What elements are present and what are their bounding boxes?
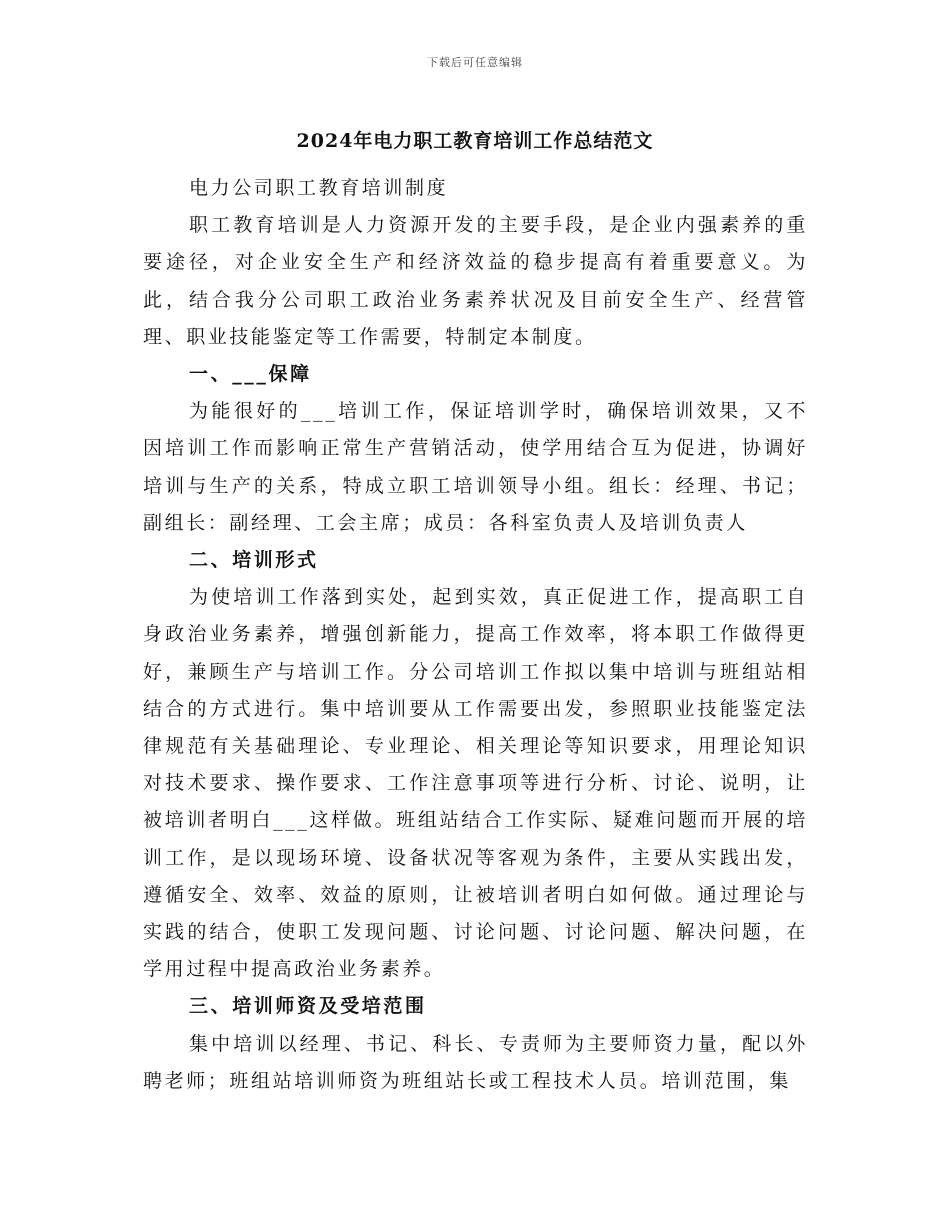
document-subtitle: 电力公司职工教育培训制度 xyxy=(189,177,449,199)
section-heading-2: 二、培训形式 xyxy=(189,549,319,572)
section-body-3: 集中培训以经理、书记、科长、专责师为主要师资力量，配以外聘老师；班组站培训师资为班组站长或工程技术人员。培训范围，集 xyxy=(143,1032,808,1092)
section-heading-3: 三、培训师资及受培范围 xyxy=(189,995,427,1018)
intro-paragraph: 职工教育培训是人力资源开发的主要手段，是企业内强素养的重要途径，对企业安全生产和经济效益的稳步提高有着重要意义。为此，结合我分公司职工政治业务素养状况及目前安全生产、经营管理、职业技能鉴定等工作需要，特制定本制度。 xyxy=(143,214,808,348)
section-body-2: 为使培训工作落到实处，起到实效，真正促进工作，提高职工自身政治业务素养，增强创新能力，提高工作效率，将本职工作做得更好，兼顾生产与培训工作。分公司培训工作拟以集中培训与班组站相结合的方式进行。集中培训要从工作需要出发，参照职业技能鉴定法律规范有关基础理论、专业理论、相关理论等知识要求，用理论知识对技术要求、操作要求、工作注意事项等进行分析、讨论、说明，让被培训者明白___这样做。班组站结合工作实际、疑难问题而开展的培训工作，是以现场环境、设备状况等客观为条件，主要从实践出发，遵循安全、效率、效益的原则，让被培训者明白如何做。通过理论与实践的结合，使职工发现问题、讨论问题、讨论问题、解决问题，在学用过程中提高政治业务素养。 xyxy=(143,586,808,981)
document-title: 2024年电力职工教育培训工作总结范文 xyxy=(296,130,654,152)
section-body-1: 为能很好的___培训工作，保证培训学时，确保培训效果，又不因培训工作而影响正常生产营销活动，使学用结合互为促进，协调好培训与生产的关系，特成立职工培训领导小组。组长：经理、书记；副组长：副经理、工会主席；成员：各科室负责人及培训负责人 xyxy=(143,400,808,534)
page-header-note: 下载后可任意编辑 xyxy=(427,56,523,69)
section-heading-1: 一、___保障 xyxy=(189,363,312,386)
document-body xyxy=(143,170,808,1100)
